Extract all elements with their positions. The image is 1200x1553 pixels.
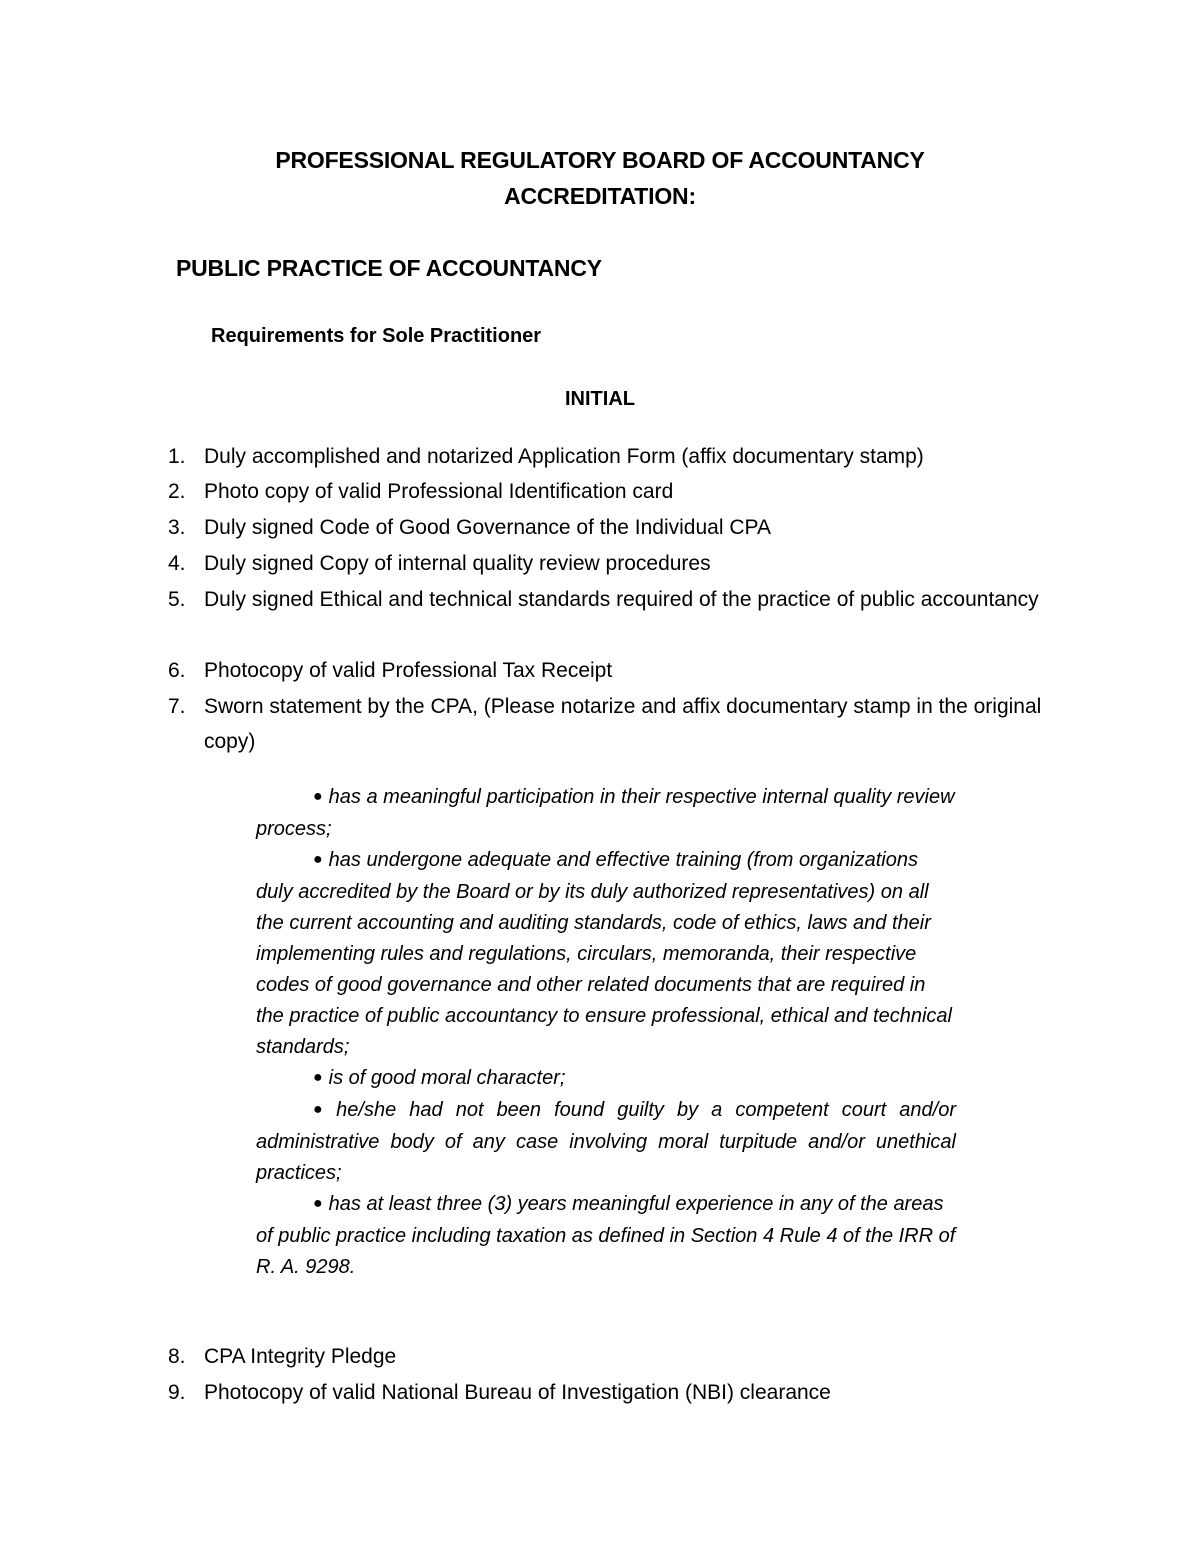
bullet-icon: ● [313,788,323,805]
sworn-bullet-text: he/she had not been found guilty by a competent court and/or administrative body of any case involving moral turpitude and/or unethical practices; [256,1099,956,1184]
list-item-text: Photocopy of valid Professional Tax Receipt [204,659,613,682]
list-item [168,689,1058,759]
list-item-text: Duly signed Ethical and technical standards required of the practice of public accountancy [204,588,1039,611]
sworn-bullet-text: has undergone adequate and effective training (from organizations duly accredited by the Board or by its duly authorized representatives) on all the current accounting and auditing standards, code of ethics, laws and their implementing rules and regulations, circulars, memoranda, their respective codes of good governance and other related documents that are required in the practice of public accountancy to ensure professional, ethical and technical standards; [256,849,952,1058]
document-title-line1: PROFESSIONAL REGULATORY BOARD OF ACCOUNTANCY [275,147,925,173]
list-item-number: 2. [168,480,186,503]
bullet-icon: ● [313,1195,323,1212]
list-item-text: Duly accomplished and notarized Application Form (affix documentary stamp) [204,445,924,468]
sworn-statement-bullets [256,782,956,1283]
list-item-text: Sworn statement by the CPA, (Please notarize and affix documentary stamp in the original copy) [204,695,1042,753]
list-item-text: Photocopy of valid National Bureau of Investigation (NBI) clearance [204,1381,831,1404]
sworn-bullet [256,845,956,1063]
list-item-number: 4. [168,552,186,575]
list-item-text: Photo copy of valid Professional Identification card [204,480,674,503]
list-item [168,653,1058,688]
list-item-text: Duly signed Copy of internal quality review procedures [204,552,711,575]
list-item-number: 3. [168,516,186,539]
list-item [168,474,1058,509]
bullet-icon: ● [313,851,323,868]
document-title-line2: ACCREDITATION: [504,183,696,209]
list-item [168,439,1058,474]
list-item-number: 1. [168,445,186,468]
list-item-number: 7. [168,695,186,718]
sworn-bullet [256,1063,956,1095]
list-item [168,546,1058,581]
initial-heading: INITIAL [565,388,635,410]
bullet-icon: ● [313,1069,323,1086]
list-item [168,582,1058,617]
list-item [168,1375,1058,1410]
sworn-bullet-text: is of good moral character; [328,1067,566,1089]
sworn-bullet-text: has a meaningful participation in their respective internal quality review process; [256,786,955,840]
list-item-number: 8. [168,1345,186,1368]
section-subtitle: PUBLIC PRACTICE OF ACCOUNTANCY [176,255,602,281]
list-item-number: 9. [168,1381,186,1404]
list-item-number: 5. [168,588,186,611]
sworn-bullet [256,782,956,845]
list-item [168,1339,1058,1374]
list-item [168,510,1058,545]
list-item-number: 6. [168,659,186,682]
bullet-icon: ● [313,1101,331,1118]
requirements-heading: Requirements for Sole Practitioner [211,325,542,347]
list-item-text: CPA Integrity Pledge [204,1345,397,1368]
sworn-bullet-text: has at least three (3) years meaningful experience in any of the areas of public practice including taxation as defined in Section 4 Rule 4 of the IRR of R. A. 9298. [256,1193,956,1278]
sworn-bullet [256,1189,956,1283]
sworn-bullet [256,1095,956,1189]
list-item-text: Duly signed Code of Good Governance of the Individual CPA [204,516,771,539]
